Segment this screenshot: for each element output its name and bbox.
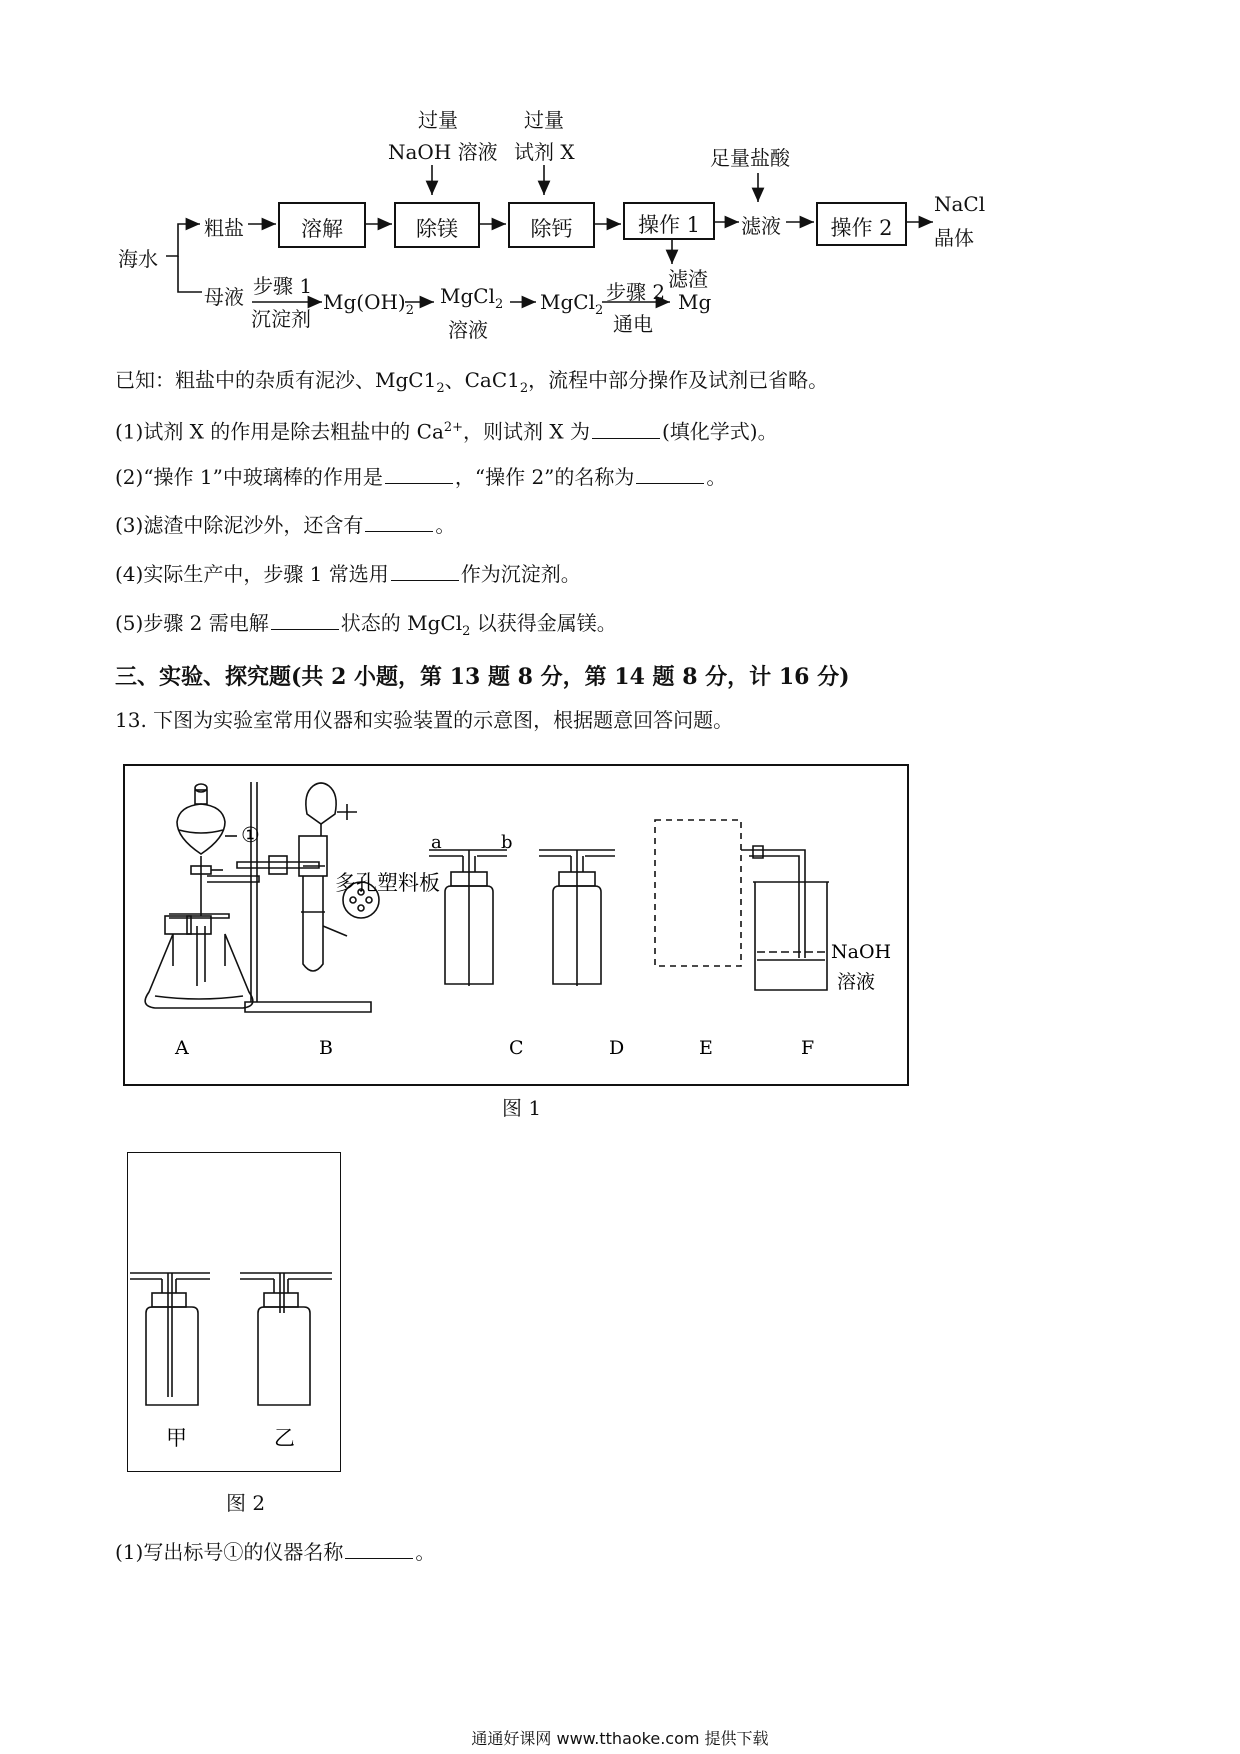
device-label-yi: 乙 [274, 1426, 295, 1450]
product-crystal: 晶体 [934, 226, 974, 250]
mgcl2: MgCl$_2$ [540, 290, 604, 318]
answer-blank[interactable] [365, 513, 433, 532]
step2-electrolysis: 通电 [613, 312, 653, 336]
box-operation-1: 操作 1 [623, 202, 715, 240]
question-13: 13. 下图为实验室常用仪器和实验装置的示意图，根据题意回答问题。 [115, 708, 734, 732]
product-mg: Mg [678, 290, 712, 314]
mgcl2-solution: MgCl$_2$ [440, 284, 504, 312]
residue: 滤渣 [668, 267, 708, 291]
reagent2-bottom: 试剂 X [514, 140, 575, 164]
mgcl2-solution-label: 溶液 [448, 318, 488, 342]
figure-1-device-labels [174, 1037, 814, 1059]
label-port-b: b [501, 832, 513, 853]
branch-crude-salt: 粗盐 [204, 216, 244, 240]
question-4: (4)实际生产中，步骤 1 常选用 作为沉淀剂。 [115, 562, 581, 586]
question-13-1: (1)写出标号①的仪器名称 。 [115, 1540, 436, 1564]
reagent1-bottom: NaOH 溶液 [388, 140, 498, 164]
label-naoh: NaOH [831, 941, 892, 963]
box-remove-mg: 除镁 [394, 202, 480, 248]
device-label-f: F [801, 1037, 815, 1059]
mg-oh-2: $Mg(OH)_2$ [323, 290, 415, 318]
step1-label: 步骤 1 [253, 274, 313, 298]
figure-2-frame [127, 1152, 341, 1472]
answer-blank[interactable] [636, 465, 704, 484]
answer-blank[interactable] [345, 1540, 413, 1559]
answer-blank[interactable] [391, 562, 459, 581]
figure-2-caption: 图 2 [226, 1491, 266, 1515]
device-label-a: A [175, 1037, 189, 1059]
question-3: (3)滤渣中除泥沙外，还含有 。 [115, 513, 456, 537]
box-remove-ca: 除钙 [508, 202, 595, 248]
page-footer: 通通好课网 www.tthaoke.com 提供下载 [471, 1729, 769, 1748]
answer-blank[interactable] [592, 420, 660, 439]
label-port-a: a [431, 832, 442, 853]
answer-blank[interactable] [385, 465, 453, 484]
question-1: (1)试剂 X 的作用是除去粗盐中的 $Ca^{2+}$，则试剂 X 为 (填化学式)。 [115, 419, 778, 444]
question-5: (5)步骤 2 需电解 状态的 MgCl$_2$ 以获得金属镁。 [115, 611, 617, 639]
known-info: 已知：粗盐中的杂质有泥沙、$MgC1_2$、$CaC1_2$，流程中部分操作及试剂已省略。 [115, 368, 829, 396]
source-seawater: 海水 [118, 247, 158, 271]
device-label-jia: 甲 [166, 1426, 187, 1450]
label-naoh-solution: 溶液 [837, 971, 876, 993]
label-perforated-plate: 多孔塑料板 [335, 871, 440, 895]
step2-label: 步骤 2 [606, 280, 666, 304]
section-3-heading: 三、实验、探究题(共 2 小题，第 13 题 8 分，第 14 题 8 分，计 16 分) [115, 664, 850, 690]
reagent3: 足量盐酸 [710, 146, 790, 170]
reagent1-top: 过量 [418, 108, 458, 132]
box-operation-2: 操作 2 [816, 202, 907, 246]
figure-1-caption: 图 1 [502, 1096, 542, 1120]
marker-circled-1: ① [241, 823, 260, 847]
box-dissolve: 溶解 [278, 202, 366, 248]
figure-2-apparatus [128, 1153, 340, 1471]
answer-blank[interactable] [271, 611, 339, 630]
branch-mother-liquor: 母液 [204, 285, 244, 309]
step1-precipitant: 沉淀剂 [251, 307, 311, 331]
device-label-d: D [609, 1037, 625, 1059]
reagent2-top: 过量 [524, 108, 564, 132]
device-label-b: B [319, 1037, 333, 1059]
figure-1-frame [123, 764, 909, 1086]
filtrate: 滤液 [741, 214, 781, 238]
figure-1-apparatus [125, 766, 907, 1084]
device-label-e: E [699, 1037, 713, 1059]
product-nacl: NaCl [934, 192, 986, 216]
device-label-c: C [509, 1037, 524, 1059]
question-2: (2)“操作 1”中玻璃棒的作用是 ，“操作 2”的名称为 。 [115, 465, 727, 489]
